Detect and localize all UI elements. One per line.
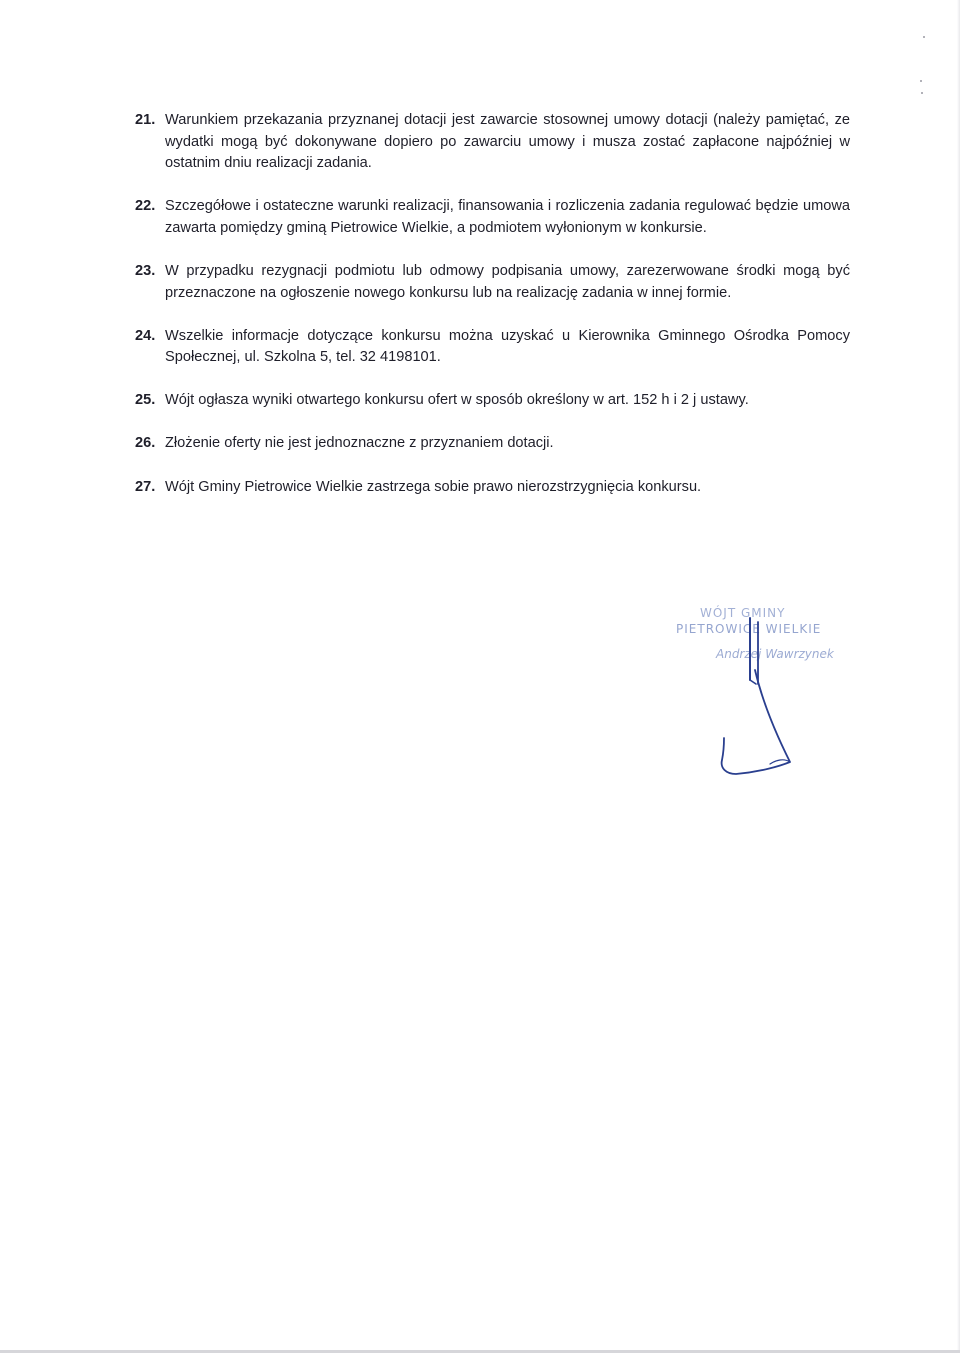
list-item: [135, 196, 850, 239]
stamp-line-name: Andrzej Wawrzynek: [716, 647, 834, 661]
item-text: Wszelkie informacje dotyczące konkursu można uzyskać u Kierownika Gminnego Ośrodka Pomocy Społecznej, ul. Szkolna 5, tel. 32 4198101.: [165, 327, 850, 366]
item-number: 25.: [135, 392, 156, 409]
scan-speck: [921, 92, 923, 94]
official-stamp: [676, 600, 850, 780]
list-item: [135, 261, 850, 304]
scan-speck: [920, 80, 922, 82]
stamp-line-title: WÓJT GMINY: [700, 606, 786, 620]
list-item: [135, 433, 850, 455]
item-number: 21.: [135, 112, 156, 128]
stamp-line-municipality: PIETROWICE WIELKIE: [676, 622, 822, 636]
item-text: Warunkiem przekazania przyznanej dotacji jest zawarcie stosownej umowy dotacji (należy pamiętać, ze wydatki mogą być dokonywane dopiero po zawarciu umowy i musza zostać zapłacone najpóźniej w ostatnim dniu realizacji zadania.: [165, 112, 850, 172]
item-number: 24.: [135, 327, 156, 344]
list-item: [135, 390, 850, 412]
item-text: Wójt ogłasza wyniki otwartego konkursu ofert w sposób określony w art. 152 h i 2 j ustawy.: [165, 392, 749, 409]
numbered-list: [135, 110, 850, 520]
item-text: W przypadku rezygnacji podmiotu lub odmowy podpisania umowy, zarezerwowane środki mogą być przeznaczone na ogłoszenie nowego konkursu lub na realizację zadania w innej formie.: [165, 262, 850, 301]
item-number: 27.: [135, 478, 156, 495]
item-number: 26.: [135, 435, 156, 452]
scan-speck: [923, 36, 925, 38]
item-text: Złożenie oferty nie jest jednoznaczne z przyznaniem dotacji.: [165, 435, 554, 452]
item-text: Szczegółowe i ostateczne warunki realizacji, finansowania i rozliczenia zadania regulować będzie umowa zawarta pomiędzy gminą Pietrowice Wielkie, a podmiotem wyłonionym w konkursie.: [165, 198, 850, 236]
list-item: [135, 326, 850, 369]
item-text: Wójt Gminy Pietrowice Wielkie zastrzega sobie prawo nierozstrzygnięcia konkursu.: [165, 478, 702, 495]
list-item: [135, 477, 850, 499]
item-number: 23.: [135, 262, 156, 279]
handwritten-signature: [700, 600, 850, 780]
list-item: [135, 110, 850, 175]
item-number: 22.: [135, 198, 156, 215]
